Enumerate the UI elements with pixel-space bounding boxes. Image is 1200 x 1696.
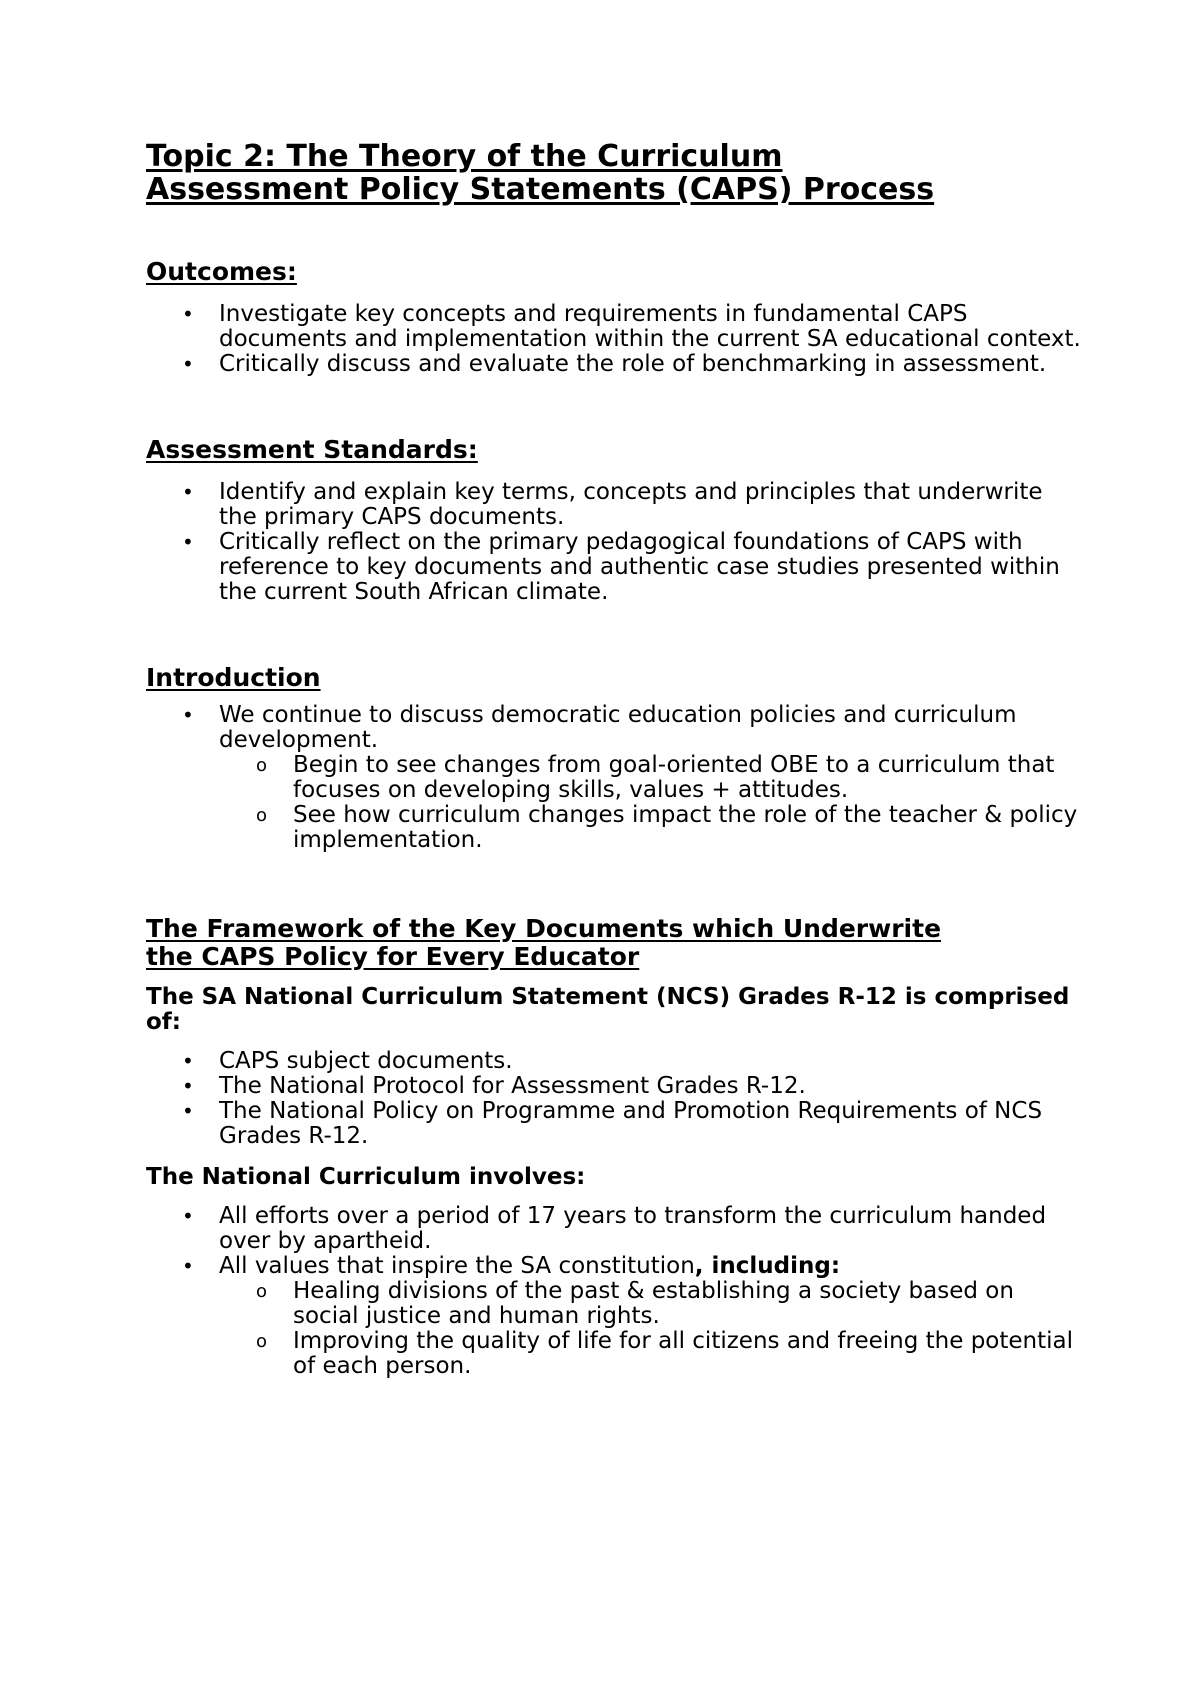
bullet-icon: • xyxy=(182,302,194,326)
list-item-text: Begin to see changes from goal-oriented OBE to a curriculum that focuses on developing skills, values + attitudes. xyxy=(293,752,1055,803)
list-item-text: Healing divisions of the past & establishing a society based on social justice and human rights. xyxy=(293,1278,1014,1329)
list-item-text: Investigate key concepts and requirements in fundamental CAPS documents and implementation within the current SA educational context. xyxy=(219,301,1081,352)
list-item-text: Improving the quality of life for all citizens and freeing the potential of each person. xyxy=(293,1328,1074,1379)
ncs-heading: The SA National Curriculum Statement (NCS) Grades R-12 is comprised of: xyxy=(146,984,1070,1035)
list-item xyxy=(146,302,1086,352)
framework-heading xyxy=(146,915,1086,971)
ncs-list xyxy=(146,1049,1086,1149)
circle-bullet-icon: o xyxy=(256,805,268,826)
list-item xyxy=(146,1074,1086,1099)
bullet-icon: • xyxy=(182,1049,194,1073)
title-line-2: Assessment Policy Statements (CAPS) Process xyxy=(146,172,935,207)
circle-bullet-icon: o xyxy=(256,1331,268,1352)
list-item-text: See how curriculum changes impact the role of the teacher & policy implementation. xyxy=(293,802,1078,853)
bullet-icon: • xyxy=(182,1204,194,1228)
list-item-text: Critically reflect on the primary pedagogical foundations of CAPS with reference to key documents and authentic case studies presented within the current South African climate. xyxy=(219,529,1060,605)
framework-heading-line-1: The Framework of the Key Documents which Underwrite xyxy=(146,914,942,943)
list-item-text: Identify and explain key terms, concepts and principles that underwrite the primary CAPS documents. xyxy=(219,479,1043,530)
introduction-list xyxy=(146,703,1086,853)
list-item xyxy=(146,480,1086,530)
bullet-icon: • xyxy=(182,1074,194,1098)
list-item-text: CAPS subject documents. xyxy=(219,1048,513,1074)
introduction-sublist xyxy=(219,753,1086,853)
framework-heading-line-2: the CAPS Policy for Every Educator xyxy=(146,942,640,971)
list-item xyxy=(146,753,1086,803)
list-item xyxy=(146,803,1086,853)
circle-bullet-icon: o xyxy=(256,1281,268,1302)
list-item xyxy=(146,530,1086,605)
bullet-icon: • xyxy=(182,1254,194,1278)
list-item-bold-text: , including: xyxy=(694,1253,841,1279)
list-item xyxy=(146,1049,1086,1074)
list-item xyxy=(146,352,1086,377)
bullet-icon: • xyxy=(182,480,194,504)
outcomes-list xyxy=(146,302,1086,377)
document-page xyxy=(146,140,1086,1379)
national-curriculum-heading: The National Curriculum involves: xyxy=(146,1164,586,1190)
assessment-standards-heading: Assessment Standards: xyxy=(146,435,478,464)
document-title xyxy=(146,140,1086,206)
introduction-heading: Introduction xyxy=(146,663,321,692)
title-line-1: Topic 2: The Theory of the Curriculum xyxy=(146,139,783,174)
national-curriculum-sublist xyxy=(219,1279,1086,1379)
list-item-text: We continue to discuss democratic education policies and curriculum development. xyxy=(219,702,1017,753)
list-item xyxy=(146,1329,1086,1379)
outcomes-heading: Outcomes: xyxy=(146,257,297,286)
list-item xyxy=(146,1099,1086,1149)
bullet-icon: • xyxy=(182,1099,194,1123)
list-item-text: The National Protocol for Assessment Grades R-12. xyxy=(219,1073,806,1099)
list-item xyxy=(146,1279,1086,1329)
list-item-text: All values that inspire the SA constitution xyxy=(219,1253,695,1279)
assessment-standards-list xyxy=(146,480,1086,605)
national-curriculum-list xyxy=(146,1204,1086,1379)
bullet-icon: • xyxy=(182,352,194,376)
list-item xyxy=(146,1204,1086,1254)
list-item-text: The National Policy on Programme and Promotion Requirements of NCS Grades R-12. xyxy=(219,1098,1043,1149)
bullet-icon: • xyxy=(182,530,194,554)
list-item xyxy=(146,703,1086,853)
circle-bullet-icon: o xyxy=(256,755,268,776)
list-item-text: Critically discuss and evaluate the role of benchmarking in assessment. xyxy=(219,351,1047,377)
bullet-icon: • xyxy=(182,703,194,727)
list-item xyxy=(146,1254,1086,1379)
list-item-text: All efforts over a period of 17 years to transform the curriculum handed over by apartheid. xyxy=(219,1203,1047,1254)
